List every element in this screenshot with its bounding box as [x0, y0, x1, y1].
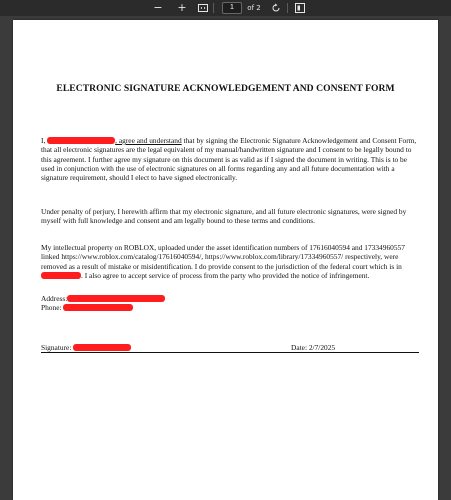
- paragraph-prefix: I,: [41, 136, 48, 145]
- consent-paragraph-body: that by signing the Electronic Signature Acknowledgement and Consent Form, that all electronic signatures are the legal equivalent of my manual/handwritten signature and I consent to be legally bound to this agreement. I further agree my signature on this document is as valid as if I signed the document in writing. This is to be used in conjunction with the use of electronic signatures on all forms regarding any and all future documentation with a signature requirement, should I elect to have signed electronically.: [41, 136, 417, 183]
- redacted-phone: [63, 304, 133, 311]
- redacted-name: [47, 137, 115, 144]
- ip-paragraph-text-end: . I also agree to accept service of process from the party who provided the notice of infringement.: [81, 270, 370, 280]
- address-label: Address:: [41, 294, 68, 303]
- document-title: ELECTRONIC SIGNATURE ACKNOWLEDGEMENT AND CONSENT FORM: [56, 83, 395, 94]
- redacted-signature: [73, 344, 131, 351]
- redacted-court-location: [41, 272, 81, 279]
- contact-block: [41, 294, 419, 313]
- consent-paragraph: [41, 136, 419, 182]
- page-number-input[interactable]: [222, 2, 242, 14]
- perjury-paragraph: Under penalty of perjury, I herewith affirm that my electronic signature, and all future electronic signatures, were signed by myself with full knowledge and consent and am legally bound to these terms and conditions.: [41, 207, 407, 226]
- signature-label: Signature:: [41, 343, 72, 352]
- address-row: [41, 294, 419, 303]
- phone-row: [41, 303, 419, 312]
- signature-field: [41, 343, 131, 352]
- ip-paragraph-text: My intellectual property on ROBLOX, uploaded under the asset identification numbers of 17616040594 and 17334960557 linked https://www.roblox.com/catalog/17616040594/, https://www.roblox.com/library/17334960557/ respectively, were removed as a result of mistake or misidentification. I do provide consent to the jurisdiction of the federal court which is in: [41, 243, 405, 271]
- fit-page-icon[interactable]: [197, 0, 209, 16]
- zoom-out-button[interactable]: −: [153, 1, 163, 14]
- toolbar-divider: [287, 3, 288, 13]
- date-field: Date: 2/7/2025: [291, 343, 336, 352]
- page-count-label: of 2: [247, 4, 261, 12]
- intellectual-property-paragraph: [41, 243, 419, 280]
- agree-and-understand-text: , agree and understand: [115, 136, 182, 145]
- toolbar-divider: [213, 3, 214, 13]
- page-view-icon[interactable]: [294, 0, 306, 16]
- redacted-address: [67, 295, 165, 302]
- pdf-viewer-toolbar: [0, 0, 451, 16]
- phone-label: Phone:: [41, 303, 62, 313]
- document-page: [13, 20, 438, 500]
- signature-underline: [41, 352, 419, 353]
- rotate-icon[interactable]: [270, 0, 282, 16]
- zoom-in-button[interactable]: +: [177, 1, 187, 14]
